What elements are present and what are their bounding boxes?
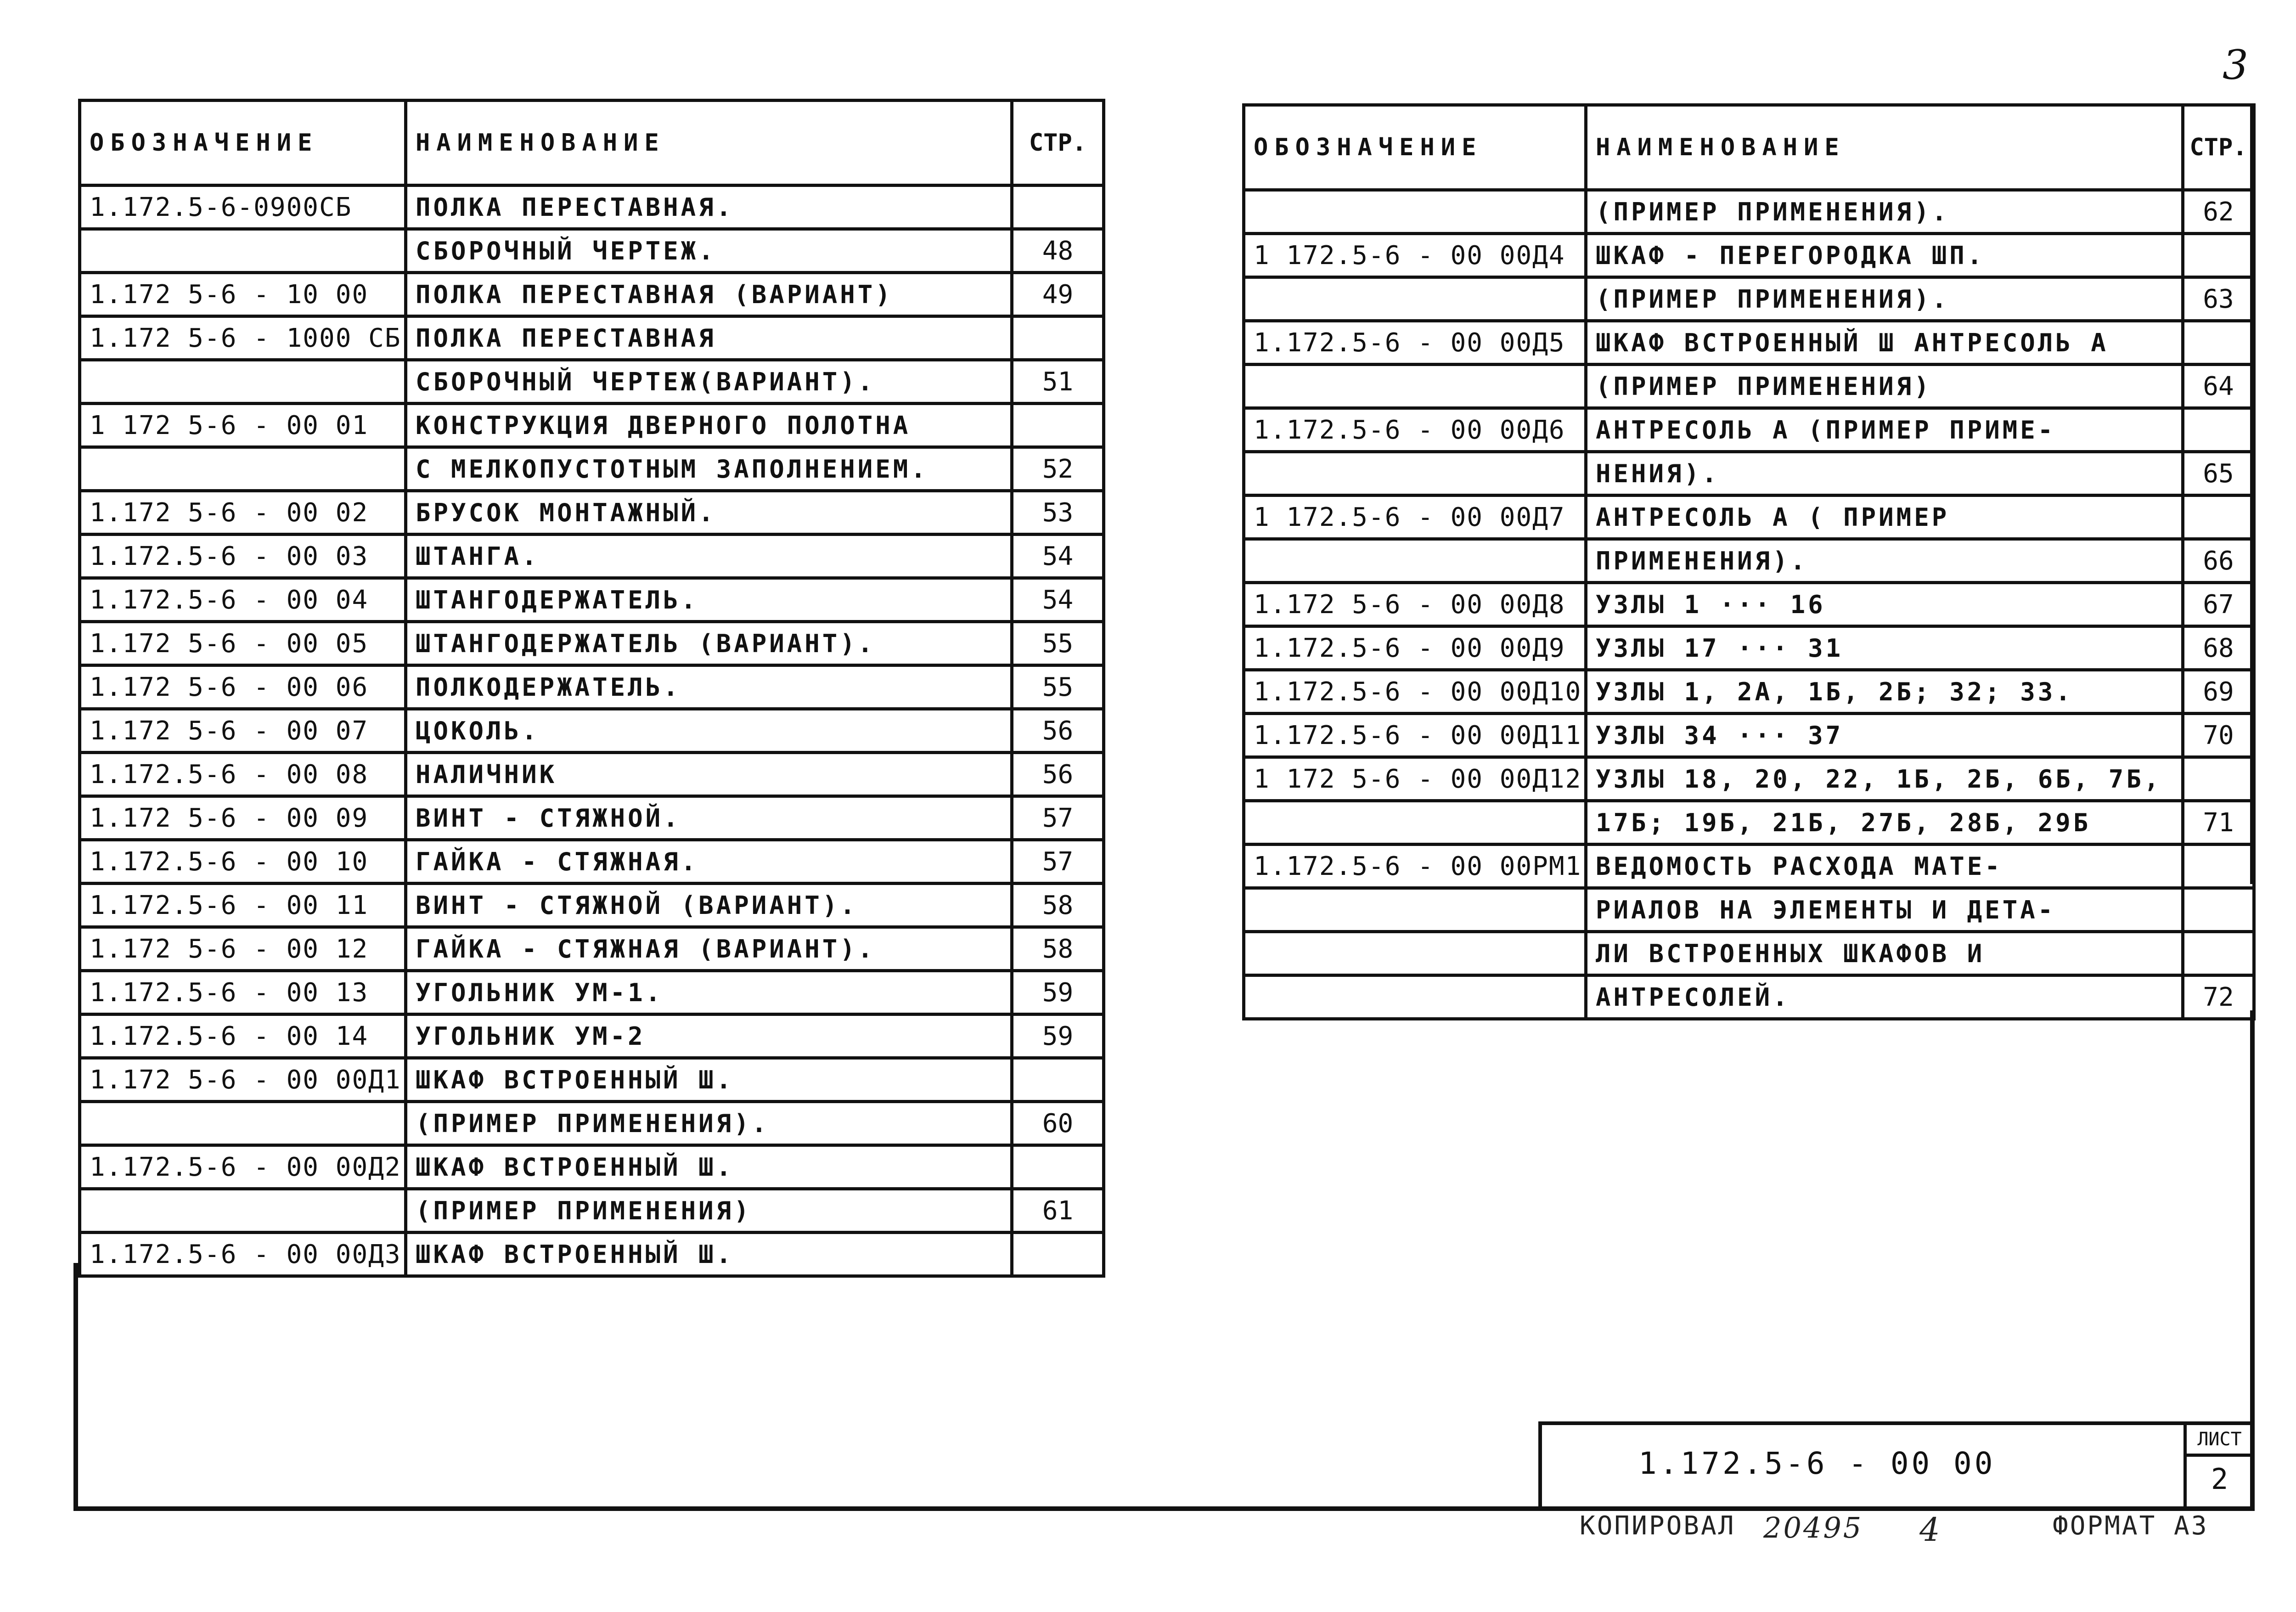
row-designation <box>1244 888 1586 932</box>
row-designation: 1.172.5-6 - 00 14 <box>80 1015 406 1058</box>
row-name: (ПРИМЕР ПРИМЕНЕНИЯ). <box>1586 190 2183 234</box>
table-row <box>80 186 1104 229</box>
table-row <box>80 709 1104 753</box>
row-name: РИАЛОВ НА ЭЛЕМЕНТЫ И ДЕТА- <box>1586 888 2183 932</box>
table-row <box>80 447 1104 491</box>
row-page <box>1012 1145 1104 1189</box>
row-name: ВИНТ - СТЯЖНОЙ (ВАРИАНТ). <box>406 884 1012 927</box>
row-name: СБОРОЧНЫЙ ЧЕРТЕЖ. <box>406 229 1012 273</box>
header-page: СТР. <box>2183 105 2254 190</box>
row-name: ШКАФ ВСТРОЕННЫЙ Ш АНТРЕСОЛЬ А <box>1586 321 2183 365</box>
row-designation <box>1244 801 1586 845</box>
row-page <box>1012 404 1104 447</box>
row-page: 54 <box>1012 535 1104 578</box>
row-designation: 1.172 5-6 - 10 00 <box>80 273 406 316</box>
row-designation: 1.172.5-6 - 00 00Д9 <box>1244 626 1586 670</box>
row-page: 53 <box>1012 491 1104 535</box>
row-name: ШТАНГОДЕРЖАТЕЛЬ. <box>406 578 1012 622</box>
row-name: (ПРИМЕР ПРИМЕНЕНИЯ). <box>1586 277 2183 321</box>
table-row <box>1244 234 2254 277</box>
table-row <box>80 1145 1104 1189</box>
row-page <box>2183 234 2254 277</box>
row-name: НАЛИЧНИК <box>406 753 1012 796</box>
row-designation <box>1244 975 1586 1019</box>
row-designation <box>80 1102 406 1145</box>
row-designation <box>1244 277 1586 321</box>
row-designation: 1.172.5-6 - 00 00Д10 <box>1244 670 1586 714</box>
table-row <box>1244 801 2254 845</box>
row-designation <box>1244 190 1586 234</box>
row-page: 68 <box>2183 626 2254 670</box>
row-designation: 1 172 5-6 - 00 01 <box>80 404 406 447</box>
table-row <box>80 665 1104 709</box>
table-row <box>80 535 1104 578</box>
row-name: УЗЛЫ 1, 2А, 1Б, 2Б; 32; 33. <box>1586 670 2183 714</box>
table-row <box>1244 583 2254 626</box>
row-page: 51 <box>1012 360 1104 404</box>
table-header-row <box>1244 105 2254 190</box>
table-row <box>80 971 1104 1015</box>
row-designation: 1.172.5-6 - 00 00Д11 <box>1244 714 1586 757</box>
table-row <box>80 491 1104 535</box>
stamp-document-code: 1.172.5-6 - 00 00 <box>1638 1446 1996 1481</box>
row-page: 48 <box>1012 229 1104 273</box>
table-row <box>1244 321 2254 365</box>
row-name: АНТРЕСОЛЬ А (ПРИМЕР ПРИМЕ- <box>1586 408 2183 452</box>
row-designation <box>80 1189 406 1233</box>
row-designation: 1.172 5-6 - 00 02 <box>80 491 406 535</box>
row-designation: 1.172 5-6 - 00 05 <box>80 622 406 665</box>
row-name: С МЕЛКОПУСТОТНЫМ ЗАПОЛНЕНИЕМ. <box>406 447 1012 491</box>
footer-format: ФОРМАТ А3 <box>2053 1511 2209 1541</box>
table-header-row <box>80 101 1104 186</box>
table-row <box>1244 452 2254 496</box>
title-block-stamp <box>1538 1421 2252 1509</box>
table-row <box>80 404 1104 447</box>
row-page <box>1012 1058 1104 1102</box>
table-row <box>80 840 1104 884</box>
row-name: ПОЛКА ПЕРЕСТАВНАЯ (ВАРИАНТ) <box>406 273 1012 316</box>
table-row <box>80 1189 1104 1233</box>
row-designation: 1.172.5-6 - 00 00Д3 <box>80 1233 406 1276</box>
row-page: 63 <box>2183 277 2254 321</box>
table-row <box>80 884 1104 927</box>
table-row <box>80 622 1104 665</box>
sheet-label: ЛИСТ <box>2187 1425 2252 1457</box>
table-row <box>1244 714 2254 757</box>
row-name: ШКАФ ВСТРОЕННЫЙ Ш. <box>406 1145 1012 1189</box>
row-designation: 1.172.5-6 - 00 00Д2 <box>80 1145 406 1189</box>
sheet-number: 2 <box>2211 1462 2228 1496</box>
table-row <box>1244 757 2254 801</box>
contents-table-left <box>78 99 1105 1278</box>
row-page: 60 <box>1012 1102 1104 1145</box>
row-designation: 1.172.5-6 - 00 00РМ1 <box>1244 845 1586 888</box>
row-name: УЗЛЫ 1 ··· 16 <box>1586 583 2183 626</box>
page-number: 3 <box>2223 41 2248 89</box>
row-page <box>1012 186 1104 229</box>
table-row <box>80 578 1104 622</box>
row-designation: 1.172 5-6 - 00 09 <box>80 796 406 840</box>
row-name: ШТАНГОДЕРЖАТЕЛЬ (ВАРИАНТ). <box>406 622 1012 665</box>
row-page: 59 <box>1012 1015 1104 1058</box>
row-name: УЗЛЫ 18, 20, 22, 1Б, 2Б, 6Б, 7Б, <box>1586 757 2183 801</box>
row-name: ЛИ ВСТРОЕННЫХ ШКАФОВ И <box>1586 932 2183 975</box>
row-designation: 1.172.5-6 - 00 00Д5 <box>1244 321 1586 365</box>
row-page: 59 <box>1012 971 1104 1015</box>
row-name: БРУСОК МОНТАЖНЫЙ. <box>406 491 1012 535</box>
table-row <box>1244 408 2254 452</box>
row-page: 57 <box>1012 796 1104 840</box>
row-page: 56 <box>1012 753 1104 796</box>
row-name: ВИНТ - СТЯЖНОЙ. <box>406 796 1012 840</box>
footer-number: 20495 <box>1763 1511 1863 1544</box>
header-name: НАИМЕНОВАНИЕ <box>406 101 1012 186</box>
row-designation: 1.172.5-6 - 00 13 <box>80 971 406 1015</box>
row-page: 58 <box>1012 884 1104 927</box>
row-designation <box>80 447 406 491</box>
row-page <box>1012 1233 1104 1276</box>
table-row <box>1244 626 2254 670</box>
row-name: (ПРИМЕР ПРИМЕНЕНИЯ) <box>1586 365 2183 408</box>
table-row <box>1244 365 2254 408</box>
table-row <box>80 1233 1104 1276</box>
table-row <box>1244 845 2254 888</box>
row-page: 72 <box>2183 975 2254 1019</box>
row-page: 61 <box>1012 1189 1104 1233</box>
row-name: АНТРЕСОЛЬ А ( ПРИМЕР <box>1586 496 2183 539</box>
row-designation: 1.172.5-6 - 00 04 <box>80 578 406 622</box>
table-row <box>1244 670 2254 714</box>
table-row <box>1244 975 2254 1019</box>
header-name: НАИМЕНОВАНИЕ <box>1586 105 2183 190</box>
row-name: (ПРИМЕР ПРИМЕНЕНИЯ). <box>406 1102 1012 1145</box>
footer-copied-label: КОПИРОВАЛ <box>1580 1511 1736 1541</box>
frame-line-left <box>73 1263 78 1511</box>
row-name: (ПРИМЕР ПРИМЕНЕНИЯ) <box>406 1189 1012 1233</box>
row-designation <box>1244 539 1586 583</box>
row-page <box>2183 757 2254 801</box>
row-designation <box>80 229 406 273</box>
stamp-sheet-box <box>2183 1425 2252 1509</box>
row-page: 66 <box>2183 539 2254 583</box>
row-designation: 1.172 5-6 - 00 00Д1 <box>80 1058 406 1102</box>
row-name: НЕНИЯ). <box>1586 452 2183 496</box>
row-designation: 1.172.5-6 - 00 08 <box>80 753 406 796</box>
row-designation <box>1244 932 1586 975</box>
header-designation: ОБОЗНАЧЕНИЕ <box>1244 105 1586 190</box>
table-row <box>80 927 1104 971</box>
row-name: ГАЙКА - СТЯЖНАЯ (ВАРИАНТ). <box>406 927 1012 971</box>
table-body-right <box>1244 190 2254 1019</box>
table-row <box>80 316 1104 360</box>
row-name: УГОЛЬНИК УМ-2 <box>406 1015 1012 1058</box>
row-page: 52 <box>1012 447 1104 491</box>
row-page <box>2183 888 2254 932</box>
row-name: УЗЛЫ 34 ··· 37 <box>1586 714 2183 757</box>
row-name: ПОЛКА ПЕРЕСТАВНАЯ. <box>406 186 1012 229</box>
table-row <box>1244 190 2254 234</box>
header-page: СТР. <box>1012 101 1104 186</box>
row-page <box>2183 845 2254 888</box>
table-row <box>80 229 1104 273</box>
table-row <box>1244 496 2254 539</box>
row-designation: 1.172.5-6 - 00 03 <box>80 535 406 578</box>
row-name: ШКАФ ВСТРОЕННЫЙ Ш. <box>406 1058 1012 1102</box>
table-row <box>1244 932 2254 975</box>
row-page <box>2183 496 2254 539</box>
row-designation: 1.172.5-6-0900СБ <box>80 186 406 229</box>
row-designation <box>80 360 406 404</box>
row-page: 65 <box>2183 452 2254 496</box>
row-name: ШКАФ ВСТРОЕННЫЙ Ш. <box>406 1233 1012 1276</box>
row-page: 64 <box>2183 365 2254 408</box>
row-designation <box>1244 452 1586 496</box>
table-row <box>80 273 1104 316</box>
row-designation: 1 172 5-6 - 00 00Д12 <box>1244 757 1586 801</box>
row-designation: 1.172 5-6 - 00 06 <box>80 665 406 709</box>
row-name: ПОЛКОДЕРЖАТЕЛЬ. <box>406 665 1012 709</box>
row-designation <box>1244 365 1586 408</box>
row-name: ЦОКОЛЬ. <box>406 709 1012 753</box>
row-page: 62 <box>2183 190 2254 234</box>
row-designation: 1.172 5-6 - 00 12 <box>80 927 406 971</box>
row-designation: 1.172.5-6 - 00 10 <box>80 840 406 884</box>
row-page: 49 <box>1012 273 1104 316</box>
table-row <box>80 1058 1104 1102</box>
row-page: 67 <box>2183 583 2254 626</box>
row-page <box>2183 408 2254 452</box>
row-name: ВЕДОМОСТЬ РАСХОДА МАТЕ- <box>1586 845 2183 888</box>
table-row <box>80 796 1104 840</box>
footer-mark: 4 <box>1919 1511 1942 1549</box>
row-name: 17Б; 19Б, 21Б, 27Б, 28Б, 29Б <box>1586 801 2183 845</box>
table-row <box>80 753 1104 796</box>
row-page: 55 <box>1012 622 1104 665</box>
row-name: УГОЛЬНИК УМ-1. <box>406 971 1012 1015</box>
row-name: ПОЛКА ПЕРЕСТАВНАЯ <box>406 316 1012 360</box>
row-name: АНТРЕСОЛЕЙ. <box>1586 975 2183 1019</box>
row-page: 69 <box>2183 670 2254 714</box>
table-row <box>1244 277 2254 321</box>
row-name: ШТАНГА. <box>406 535 1012 578</box>
row-name: УЗЛЫ 17 ··· 31 <box>1586 626 2183 670</box>
row-page: 56 <box>1012 709 1104 753</box>
row-page: 71 <box>2183 801 2254 845</box>
table-row <box>80 1102 1104 1145</box>
row-designation: 1.172 5-6 - 00 00Д8 <box>1244 583 1586 626</box>
row-name: СБОРОЧНЫЙ ЧЕРТЕЖ(ВАРИАНТ). <box>406 360 1012 404</box>
row-designation: 1 172.5-6 - 00 00Д7 <box>1244 496 1586 539</box>
row-page: 54 <box>1012 578 1104 622</box>
row-designation: 1.172 5-6 - 00 07 <box>80 709 406 753</box>
row-page <box>2183 932 2254 975</box>
table-body-left <box>80 186 1104 1276</box>
row-designation: 1.172 5-6 - 1000 СБ <box>80 316 406 360</box>
row-page <box>1012 316 1104 360</box>
table-row <box>80 360 1104 404</box>
row-designation: 1.172.5-6 - 00 00Д6 <box>1244 408 1586 452</box>
row-page <box>2183 321 2254 365</box>
table-row <box>1244 888 2254 932</box>
row-designation: 1.172.5-6 - 00 11 <box>80 884 406 927</box>
row-page: 55 <box>1012 665 1104 709</box>
row-designation: 1 172.5-6 - 00 00Д4 <box>1244 234 1586 277</box>
header-designation: ОБОЗНАЧЕНИЕ <box>80 101 406 186</box>
row-name: ГАЙКА - СТЯЖНАЯ. <box>406 840 1012 884</box>
row-name: ПРИМЕНЕНИЯ). <box>1586 539 2183 583</box>
contents-table-right <box>1242 103 2256 1020</box>
row-page: 70 <box>2183 714 2254 757</box>
row-name: ШКАФ - ПЕРЕГОРОДКА ШП. <box>1586 234 2183 277</box>
table-row <box>80 1015 1104 1058</box>
row-page: 58 <box>1012 927 1104 971</box>
row-name: КОНСТРУКЦИЯ ДВЕРНОГО ПОЛОТНА <box>406 404 1012 447</box>
row-page: 57 <box>1012 840 1104 884</box>
table-row <box>1244 539 2254 583</box>
